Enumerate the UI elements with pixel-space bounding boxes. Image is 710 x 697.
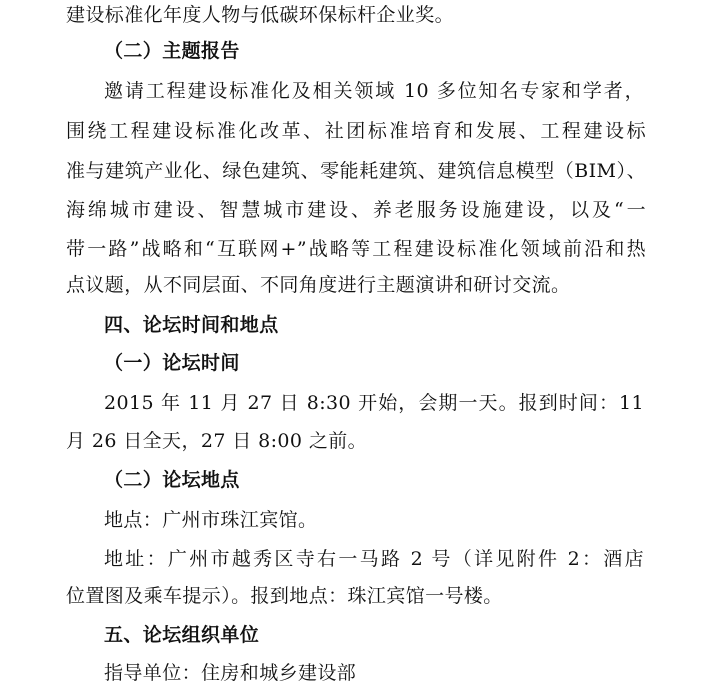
subsection-heading-time: （一）论坛时间 xyxy=(104,352,240,374)
subsection-heading-place: （二）论坛地点 xyxy=(104,469,240,491)
paragraph-line: 海绵城市建设、智慧城市建设、养老服务设施建设，以及“一 xyxy=(66,199,646,221)
paragraph-line: 2015 年 11 月 27 日 8:30 开始，会期一天。报到时间：11 xyxy=(104,392,644,414)
section-heading-theme-report: （二）主题报告 xyxy=(104,40,240,62)
paragraph-line: 地址：广州市越秀区寺右一马路 2 号（详见附件 2：酒店 xyxy=(104,548,644,570)
paragraph-line: 点议题，从不同层面、不同角度进行主题演讲和研讨交流。 xyxy=(66,274,571,296)
section-heading-organizers: 五、论坛组织单位 xyxy=(104,624,260,646)
paragraph-line: 建设标准化年度人物与低碳环保标杆企业奖。 xyxy=(66,4,455,26)
paragraph-line: 地点：广州市珠江宾馆。 xyxy=(104,509,318,531)
paragraph-line: 月 26 日全天，27 日 8:00 之前。 xyxy=(66,430,368,452)
paragraph-line: 准与建筑产业化、绿色建筑、零能耗建筑、建筑信息模型（BIM）、 xyxy=(66,160,646,182)
paragraph-line: 围绕工程建设标准化改革、社团标准培育和发展、工程建设标 xyxy=(66,120,646,142)
paragraph-line: 邀请工程建设标准化及相关领域 10 多位知名专家和学者， xyxy=(104,80,644,102)
paragraph-line: 带一路”战略和“互联网+”战略等工程建设标准化领域前沿和热 xyxy=(66,238,646,260)
paragraph-line: 位置图及乘车提示）。报到地点：珠江宾馆一号楼。 xyxy=(66,585,503,607)
section-heading-time-place: 四、论坛时间和地点 xyxy=(104,314,279,336)
paragraph-line: 指导单位：住房和城乡建设部 xyxy=(104,662,357,684)
